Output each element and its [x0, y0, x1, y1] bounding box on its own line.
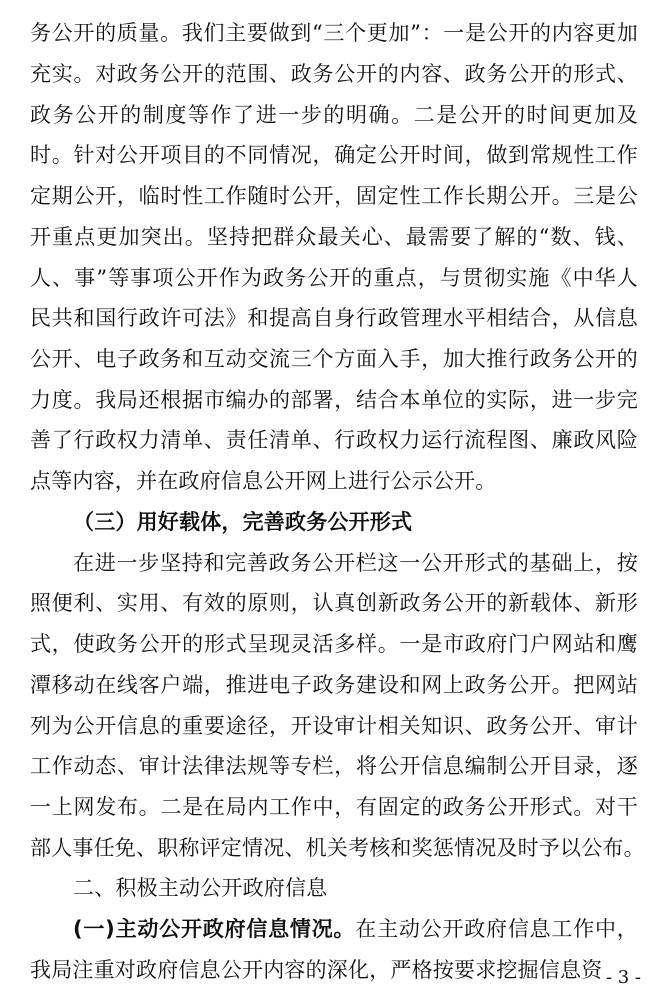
body-text-line: 照便利、实用、有效的原则，认真创新政务公开的新载体、新形 — [30, 591, 638, 615]
body-text-line: 式，使政务公开的形式呈现灵活多样。一是市政府门户网站和鹰 — [30, 632, 638, 656]
body-text-line: 我局注重对政府信息公开内容的深化，严格按要求挖掘信息资 — [30, 958, 603, 982]
body-text-line: 开重点更加突出。坚持把群众最关心、最需要了解的“数、钱、 — [30, 225, 638, 249]
body-text-line: 时。针对公开项目的不同情况，确定公开时间，做到常规性工作 — [30, 143, 638, 167]
body-text-line: 人、事”等事项公开作为政务公开的重点，与贯彻实施《中华人 — [30, 266, 638, 290]
body-text-line: 政务公开的制度等作了进一步的明确。二是公开的时间更加及 — [30, 103, 638, 127]
subsection-heading: (一)主动公开政府信息情况。 — [73, 917, 356, 941]
body-text-line: 定期公开，临时性工作随时公开，固定性工作长期公开。三是公 — [30, 184, 638, 208]
body-text-line: 善了行政权力清单、责任清单、行政权力运行流程图、廉政风险 — [30, 428, 638, 452]
part-heading: 二、积极主动公开政府信息 — [73, 876, 328, 900]
body-text-line: 工作动态、审计法律法规等专栏，将公开信息编制公开目录，逐 — [30, 754, 638, 778]
body-text-line: 列为公开信息的重要途径，开设审计相关知识、政务公开、审计 — [30, 714, 638, 738]
body-text-line: 充实。对政务公开的范围、政务公开的内容、政务公开的形式、 — [30, 62, 638, 86]
subsection-line — [73, 917, 638, 941]
section-heading: （三）用好载体，完善政务公开形式 — [73, 510, 413, 534]
body-text-line: 力度。我局还根据市编办的部署，结合本单位的实际，进一步完 — [30, 388, 638, 412]
body-text-line: 务公开的质量。我们主要做到“三个更加”：一是公开的内容更加 — [30, 21, 638, 45]
body-text-line: 一上网发布。二是在局内工作中，有固定的政务公开形式。对干 — [30, 795, 638, 819]
body-text-line: 在进一步坚持和完善政务公开栏这一公开形式的基础上，按 — [73, 551, 638, 575]
body-text-line: 潭移动在线客户端，推进电子政务建设和网上政务公开。把网站 — [30, 673, 638, 697]
body-text-line: 点等内容，并在政府信息公开网上进行公示公开。 — [30, 469, 497, 493]
page-number: - 3 - — [605, 967, 641, 988]
body-text-line: 公开、电子政务和互动交流三个方面入手，加大推行政务公开的 — [30, 347, 638, 371]
body-text-line: 部人事任免、职称评定情况、机关考核和奖惩情况及时予以公布。 — [30, 836, 645, 860]
subsection-text: 在主动公开政府信息工作中， — [355, 917, 638, 941]
body-text-line: 民共和国行政许可法》和提高自身行政管理水平相结合，从信息 — [30, 306, 638, 330]
